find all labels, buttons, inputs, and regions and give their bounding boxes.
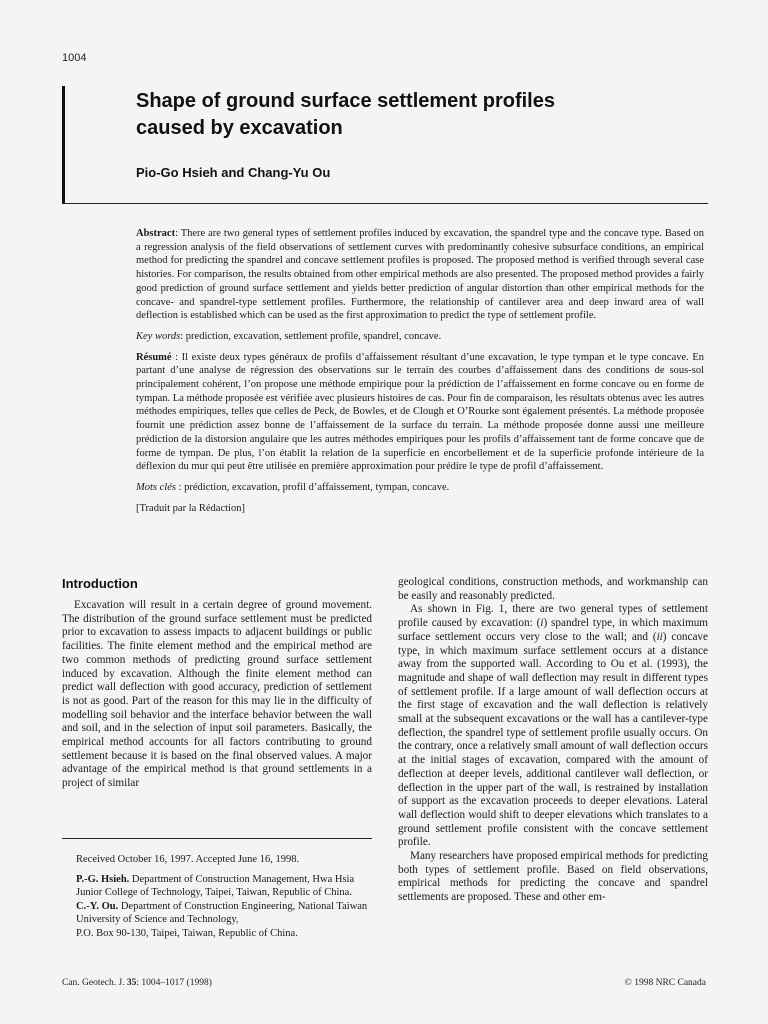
ou-address: P.O. Box 90-130, Taipei, Taiwan, Republic of China. bbox=[76, 927, 298, 939]
received-dates: Received October 16, 1997. Accepted June 16, 1998. bbox=[76, 854, 300, 865]
keywords-text: : prediction, excavation, settlement profile, spandrel, concave. bbox=[180, 330, 442, 342]
journal-volume: 35 bbox=[126, 978, 137, 988]
abstract-paragraph bbox=[136, 227, 704, 323]
authors: Pio-Go Hsieh and Chang-Yu Ou bbox=[136, 165, 331, 180]
author-footnote bbox=[62, 838, 372, 940]
copyright-notice: © 1998 NRC Canada bbox=[624, 978, 706, 988]
para2-text-c: ) concave type, in which maximum surface settlement occurs at a distance away from the supported wall. According to Ou et al. (1993), the magnitude and shape of wall deflection may result in different types of settlement profile. If a large amount of wall deflection occurs at the first stage of excavation and the wall deflection is relatively small at the subsequent excavations or the wall has a cantilever-type deflection, the spandrel type of settlement profile usually occurs. On the contrary, once a relatively small amount of wall deflection occurs at the initial stages of excavation, compared with the amount of deflection at deeper levels, additional cantilever wall deflection, or deflection in the upper part of the wall, is restrained by installation of support as the excavation proceeds to deeper elevations. Lateral wall deflection would shift to deeper elevations which translates to a ground settlement profile consistent with the concave settlement profile. bbox=[398, 630, 708, 849]
para2-text-b: ) spandrel type, in which maximum surface settlement occurs very close to the wall; and ( bbox=[398, 617, 709, 643]
affiliation-ou bbox=[76, 900, 372, 927]
resume-label: Résumé bbox=[136, 351, 172, 363]
left-column bbox=[62, 576, 372, 791]
ou-name: C.-Y. Ou. bbox=[76, 900, 119, 912]
introduction-continuation: geological conditions, construction methods, and workmanship can be easily and reasonably predicted. bbox=[398, 576, 708, 602]
para2-roman-i: i bbox=[540, 617, 544, 630]
para2-roman-ii: ii bbox=[656, 630, 663, 643]
ou-affiliation: Department of Construction Engineering, National Taiwan University of Science and Technology, bbox=[76, 900, 368, 925]
hsieh-affiliation: Department of Construction Management, Hwa Hsia Junior College of Technology, Taipei, Taiwan, Republic of China. bbox=[76, 873, 355, 898]
abstract-label: Abstract bbox=[136, 228, 176, 239]
introduction-paragraph-1: Excavation will result in a certain degree of ground movement. The distribution of the ground surface settlement must be predicted prior to excavation to assess impacts to adjacent buildings or public facilities. The finite element method and the empirical method are two common methods of predicting ground surface settlement induced by excavation. Although the finite element method can predict wall deflection with good accuracy, prediction of settlement is not as good. Part of the reason for this may lie in the difficulty of modelling soil behavior and the interface behavior between the wall and soil, and in the selection of input soil parameters. Basically, the empirical method accounts for all factors contributing to ground settlement because it is based on the final observed values. A major advantage of the empirical method is that ground settlements in a project of similar bbox=[62, 599, 372, 790]
title-line-1: Shape of ground surface settlement profiles bbox=[136, 90, 555, 112]
mots-cles-label: Mots clés bbox=[136, 481, 176, 493]
title-divider bbox=[62, 203, 708, 204]
translation-note: [Traduit par la Rédaction] bbox=[136, 502, 245, 514]
abstract-section bbox=[136, 227, 704, 522]
affiliation-hsieh bbox=[76, 873, 372, 900]
introduction-paragraph-3: Many researchers have proposed empirical methods for predicting both types of settlement profile. Based on field observations, empirical methods for predicting the concave and spandrel settlements are proposed. These and other em- bbox=[398, 850, 708, 904]
page-number: 1004 bbox=[62, 52, 87, 64]
para2-text-a: As shown in Fig. 1, there are two general types of settlement profile caused by excavation: ( bbox=[398, 603, 708, 630]
article-title bbox=[136, 88, 696, 142]
introduction-heading: Introduction bbox=[62, 576, 138, 591]
title-accent-bar bbox=[62, 86, 65, 204]
journal-citation bbox=[62, 978, 212, 988]
hsieh-name: P.-G. Hsieh. bbox=[76, 873, 130, 885]
mots-cles-paragraph bbox=[136, 481, 704, 495]
right-column bbox=[398, 576, 708, 905]
mots-cles-text: : prédiction, excavation, profil d’affaissement, tympan, concave. bbox=[175, 481, 450, 493]
journal-pages: : 1004–1017 (1998) bbox=[136, 978, 212, 988]
introduction-paragraph-2 bbox=[398, 603, 708, 850]
resume-paragraph bbox=[136, 351, 704, 474]
journal-name: Can. Geotech. J. bbox=[62, 978, 127, 988]
keywords-label: Key words bbox=[136, 330, 181, 342]
abstract-text: : There are two general types of settlement profiles induced by excavation, the spandrel type and the concave type. Based on a regression analysis of the field observations of settlement curves with predominantly cohesive subsurface conditions, an empirical method for predicting the spandrel and concave settlement profiles is proposed. The proposed method is verified through several case histories. For comparison, the results obtained from other empirical methods are also presented. The proposed method provides a fairly good prediction of ground surface settlement and yields better prediction of angular distortion than other empirical methods for the concave- and spandrel-type settlement profiles. Furthermore, the relationship of cantilever area and deep inward area of wall deflection is established which can be used as the first approximation to predict the type of settlement profile. bbox=[136, 228, 704, 322]
title-line-2: caused by excavation bbox=[136, 117, 343, 139]
resume-text: : Il existe deux types généraux de profils d’affaissement résultant d’une excavation, le type tympan et le type concave. En partant d’une analyse de régression des observations sur le terrain des courbes d’affaissement dans des conditions de sous-sol principalement cohérent, l’on propose une méthode empirique pour la prédiction de l’affaissement en forme concave ou en forme de tympan. La méthode proposée est vérifiée avec plusieurs histoires de cas. Pour fin de comparaison, les résultats obtenus avec les autres méthodes empiriques, telles que celles de Peck, de Bowles, et de Clough et O’Rourke sont également présentés. La méthode proposée fournit une prédiction assez bonne de l’affaissement de la surface du terrain. La méthode proposée donne aussi une meilleure prédiction de la distorsion angulaire que les autres méthodes empiriques pour les profils d’affaissement tant de forme concave que de forme de tympan. De plus, l’on établit la relation de la superficie en encorbellement et de la superficie profonde intérieure de la déflexion du mur qui peut être utilisée en première approximation pour prédire le type de profil d’affaissement. bbox=[136, 351, 704, 473]
keywords-paragraph bbox=[136, 330, 704, 344]
